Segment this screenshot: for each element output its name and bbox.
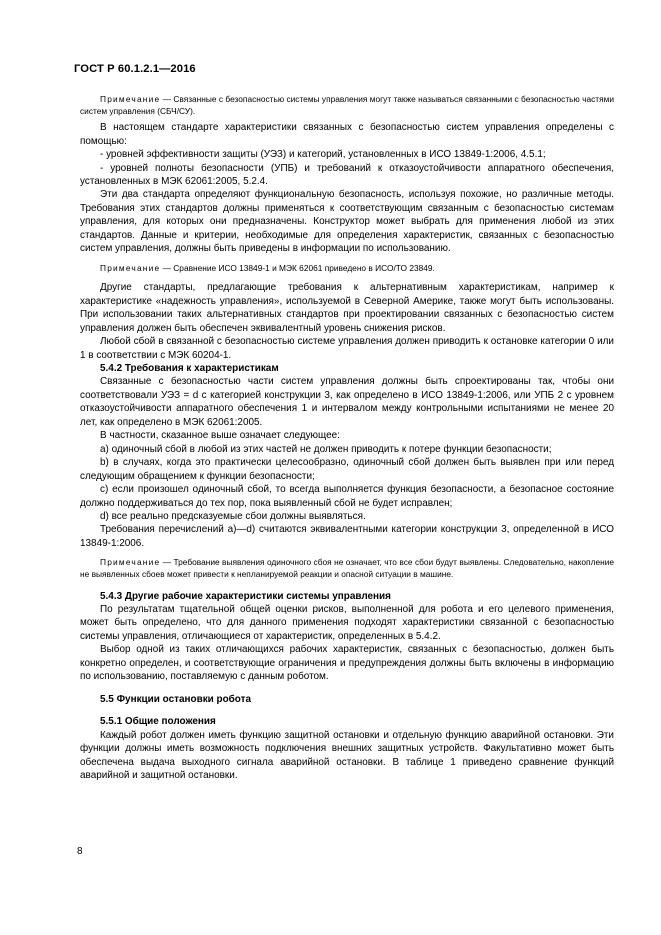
note-sbch (80, 94, 614, 117)
note-comparison (80, 263, 614, 275)
heading-5-5: 5.5 Функции остановки робота (100, 693, 252, 705)
paragraph-design-requirements: Связанные с безопасностью части систем управления должны быть спроектированы так, чтобы они соответствовали УЭЗ = d с категорией конструкции 3, как определено в ИСО 13849-1:2006, или УПБ 2 с уровнем отказоустойчивости аппаратного обеспечения 1 и интервалом между контрольными испытаниями не менее 20 лет, как определено в МЭК 62061:2005. (80, 376, 614, 428)
note-label: Примечание (100, 94, 161, 104)
spacer (80, 706, 614, 715)
list-item-a: a) одиночный сбой в любой из этих частей не должен приводить к потере функции безопасности; (100, 443, 552, 455)
spacer (80, 274, 614, 281)
note-text: — Сравнение ИСО 13849-1 и МЭК 62061 приведено в ИСО/ТО 23849. (160, 262, 435, 273)
page-body (80, 94, 614, 782)
spacer (80, 256, 614, 263)
spacer (80, 684, 614, 693)
note-label: Примечание (100, 557, 161, 568)
heading-5-5-1: 5.5.1 Общие положения (100, 716, 216, 728)
note-detection (80, 557, 614, 580)
list-item-uez: - уровней эффективности защиты (УЭЗ) и категорий, установленных в ИСО 13849-1:2006, 4.5.1; (100, 149, 546, 161)
list-item-b: b) в случаях, когда это практически целесообразно, одиночный сбой должен быть выявлен при или перед следующим обращением к функции безопасности; (80, 457, 614, 482)
paragraph-other-standards: Другие стандарты, предлагающие требования к альтернативным характеристикам, например к характеристике «надежность управления», используемой в Северной Америке, также могут быть использованы. При использовании таких альтернативных стандартов при проектировании связанных с безопасностью систем управления должен быть обеспечен эквивалентный уровень снижения рисков. (80, 282, 614, 334)
spacer (80, 581, 614, 590)
document-header: ГОСТ Р 60.1.2.1—2016 (74, 63, 196, 75)
paragraph-in-particular: В частности, сказанное выше означает следующее: (100, 430, 340, 442)
list-item-c: c) если произошел одиночный сбой, то всегда выполняется функция безопасности, а безопасное состояние должно поддерживаться до тех пор, пока выявленный сбой не будет исправлен; (80, 484, 614, 509)
heading-5-4-2: 5.4.2 Требования к характеристикам (100, 363, 279, 375)
note-text: — Требование выявления одиночного сбоя не означает, что все сбои будут выявлены. Следовательно, накопление не выявленных сбоев может привести к непланируемой реакции и опасной ситуации в машине. (80, 557, 614, 579)
paragraph-characteristics-intro: В настоящем стандарте характеристики связанных с безопасностью систем управления определены с помощью: (80, 122, 614, 147)
paragraph-risk-assessment: По результатам тщательной общей оценки рисков, выполненной для робота и его целевого применения, может быть определено, что для данного применения подходят характеристики связанной с безопасностью системы управления, отличающиеся от характеристик, определенных в 5.4.2. (80, 604, 614, 642)
paragraph-enumeration-equivalent: Требования перечислений a)—d) считаются эквивалентными категории конструкции 3, определенной в ИСО 13849-1:2006. (80, 524, 614, 549)
paragraph-choice: Выбор одной из таких отличающихся рабочих характеристик, связанных с безопасностью, должен быть конкретно определен, и соответствующие ограничения и предупреждения должны быть включены в информацию по использованию, поставляемую с данным роботом. (80, 644, 614, 683)
spacer (80, 550, 614, 557)
list-item-d: d) все реально предсказуемые сбои должны выявляться. (100, 511, 366, 523)
heading-5-4-3: 5.4.3 Другие рабочие характеристики системы управления (100, 590, 391, 602)
note-text: — Связанные с безопасностью системы управления могут также называться связанными с безопасностью частями систем управления (СБЧ/СУ). (80, 94, 614, 116)
paragraph-two-standards: Эти два стандарта определяют функциональную безопасность, используя похожие, но различные методы. Требования этих стандартов должны применяться к соответствующим связанным с безопасностью системам управления, для которых они предназначены. Конструктор может выбрать для применения любой из этих стандартов. Данные и критерии, необходимые для определения характеристик, связанных с безопасностью систем управления, должны быть приведены в информации по использованию. (80, 189, 614, 255)
note-label: Примечание (100, 262, 161, 273)
page-number: 8 (77, 846, 83, 857)
paragraph-any-failure: Любой сбой в связанной с безопасностью системе управления должен приводить к остановке категории 0 или 1 в соответствии с МЭК 60204-1. (80, 336, 614, 361)
paragraph-stop-functions: Каждый робот должен иметь функцию защитной остановки и отдельную функцию аварийной остановки. Эти функции должны иметь возможность подключения внешних защитных устройств. Факультативно может быть обеспечена выдача выходного сигнала аварийной остановки. В таблице 1 приведено сравнение функций аварийной и защитной остановки. (80, 729, 614, 781)
list-item-upb: - уровней полноты безопасности (УПБ) и требований к отказоустойчивости аппаратного обеспечения, установленных в МЭК 62061:2005, 5.2.4. (80, 162, 614, 187)
